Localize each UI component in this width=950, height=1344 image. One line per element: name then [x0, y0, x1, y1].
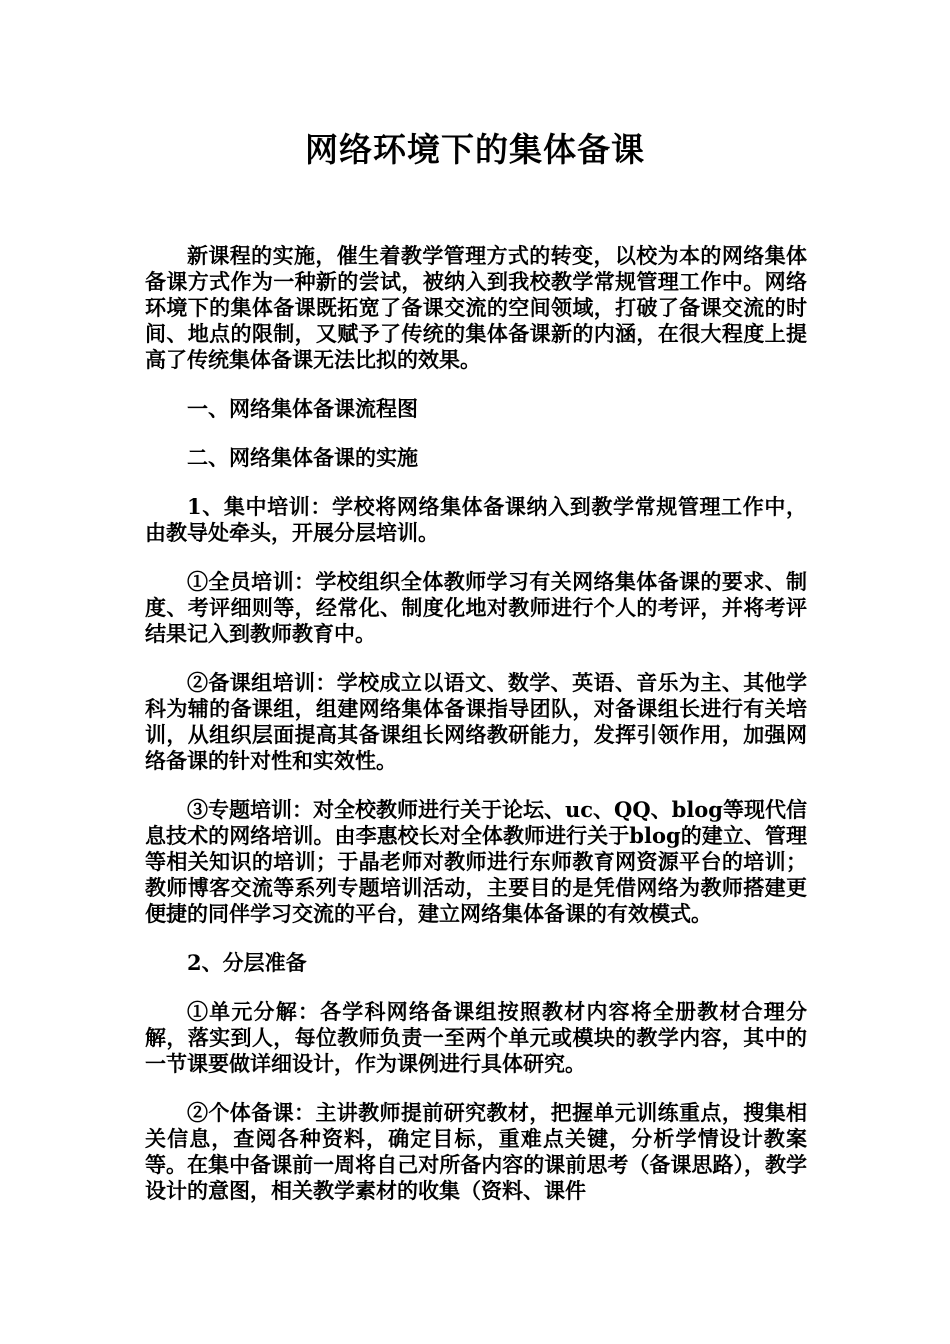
document-body — [145, 243, 807, 1227]
paragraph-all-staff-training: ①全员培训：学校组织全体教师学习有关网络集体备课的要求、制度、考评细则等，经常化、制度化地对教师进行个人的考评，并将考评结果记入到教师教育中。 — [145, 569, 807, 646]
paragraph-intro: 新课程的实施，催生着教学管理方式的转变，以校为本的网络集体备课方式作为一种新的尝试，被纳入到我校教学常规管理工作中。网络环境下的集体备课既拓宽了备课交流的空间领域，打破了备课交流的时间、地点的限制，又赋予了传统的集体备课新的内涵，在很大程度上提高了传统集体备课无法比拟的效果。 — [145, 243, 807, 372]
paragraph-unit-breakdown: ①单元分解：各学科网络备课组按照教材内容将全册教材合理分解，落实到人，每位教师负责一至两个单元或模块的教学内容，其中的一节课要做详细设计，作为课例进行具体研究。 — [145, 999, 807, 1076]
paragraph-individual-preparation: ②个体备课：主讲教师提前研究教材，把握单元训练重点，搜集相关信息，查阅各种资料，确定目标，重难点关键，分析学情设计教案等。在集中备课前一周将自己对所备内容的课前思考（备课思路），教学设计的意图，相关教学素材的收集（资料、课件 — [145, 1100, 807, 1203]
document-title: 网络环境下的集体备课 — [305, 130, 645, 169]
heading-implementation: 二、网络集体备课的实施 — [187, 445, 418, 470]
heading-layered-preparation: 2、分层准备 — [187, 950, 307, 975]
paragraph-group-training: ②备课组培训：学校成立以语文、数学、英语、音乐为主、其他学科为辅的备课组，组建网络集体备课指导团队，对备课组长进行有关培训，从组织层面提高其备课组长网络教研能力，发挥引领作用，加强网络备课的针对性和实效性。 — [145, 670, 807, 773]
paragraph-centralized-training: 1、集中培训：学校将网络集体备课纳入到教学常规管理工作中，由教导处牵头，开展分层培训。 — [145, 494, 807, 545]
paragraph-topic-training: ③专题培训：对全校教师进行关于论坛、uc、QQ、blog等现代信息技术的网络培训。由李惠校长对全体教师进行关于blog的建立、管理等相关知识的培训；于晶老师对教师进行东师教育网资源平台的培训；教师博客交流等系列专题培训活动，主要目的是凭借网络为教师搭建更便捷的同伴学习交流的平台，建立网络集体备课的有效模式。 — [145, 797, 807, 926]
heading-flowchart: 一、网络集体备课流程图 — [187, 396, 418, 421]
